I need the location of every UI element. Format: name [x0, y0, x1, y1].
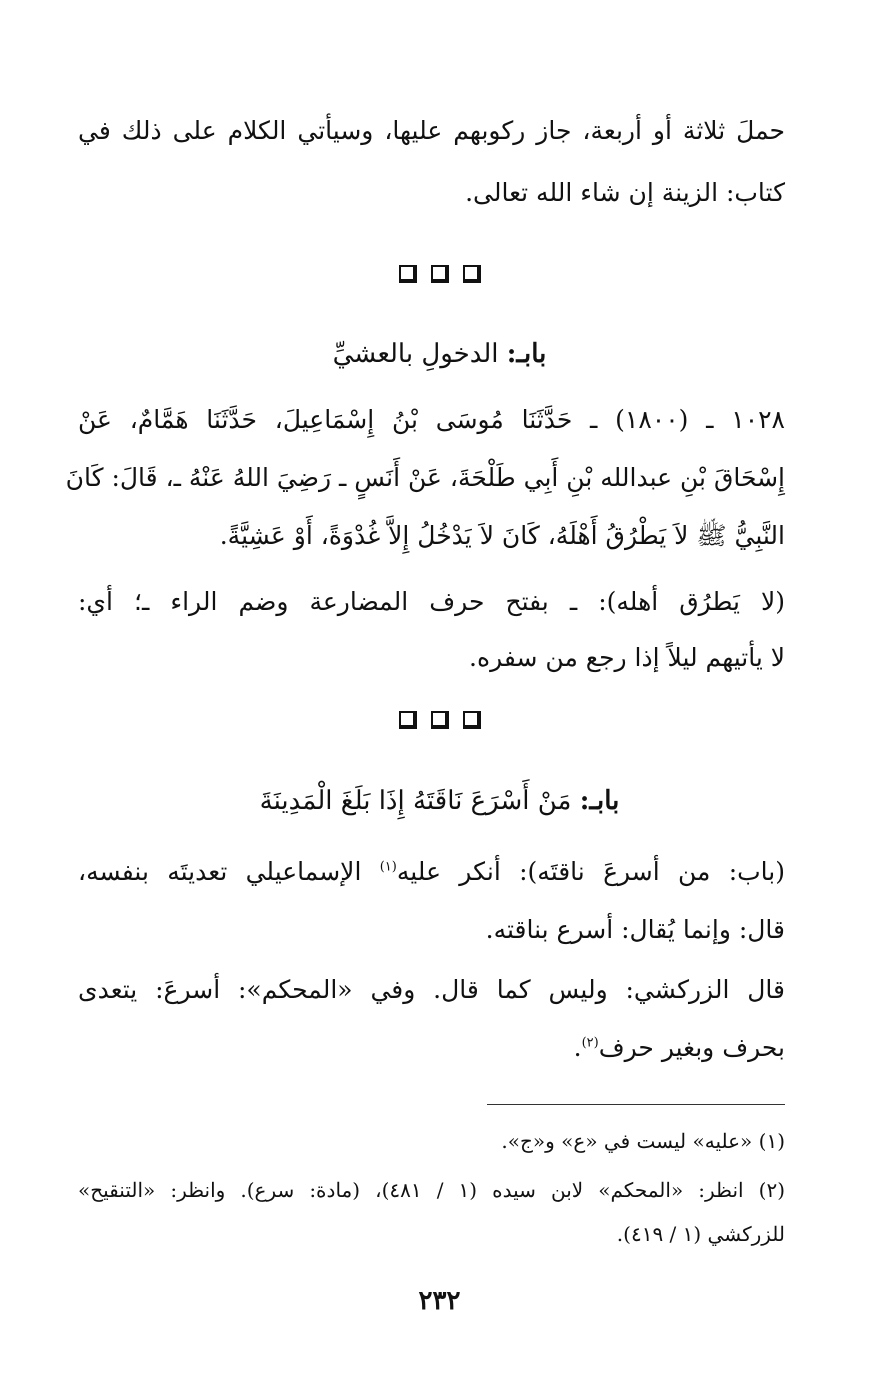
footnote-divider [487, 1104, 785, 1105]
hadith-line-3: النَّبِيُّ ﷺ لاَ يَطْرُقُ أَهْلَهُ، كَانَ لاَ يَدْخُلُ إِلاَّ غُدْوَةً، أَوْ عَشِيَّةً. [219, 521, 785, 550]
square-ornament-icon [463, 711, 481, 729]
text-run: (باب: من أسرعَ ناقتَه): أنكر عليه [396, 857, 786, 886]
hadith-line-2: إِسْحَاقَ بْنِ عبدالله بْنِ أَبِي طَلْحَةَ، عَنْ أَنَسٍ ـ رَضِيَ اللهُ عَنْهُ ـ، قَالَ: كَانَ [65, 463, 785, 492]
square-ornament-icon [431, 711, 449, 729]
footnote-2: (٢) انظر: «المحكم» لابن سيده (١ / ٤٨١)، (مادة: سرع). وانظر: «التنقيح» [78, 1178, 786, 1202]
square-ornament-icon [463, 265, 481, 283]
page-number: ٢٣٢ [418, 1286, 461, 1316]
paragraph-line [78, 852, 785, 892]
square-ornament-icon [431, 265, 449, 283]
footnote-ref[interactable]: (٢) [581, 1035, 599, 1051]
square-ornament-icon [399, 711, 417, 729]
footnote-ref[interactable]: (١) [379, 859, 397, 875]
chapter-heading-1 [0, 334, 879, 374]
footnote-1: (١) «عليه» ليست في «ع» و«ج». [501, 1129, 785, 1153]
intro-line-1: حملَ ثلاثة أو أربعة، جاز ركوبهم عليها، وسيأتي الكلام على ذلك في [78, 116, 785, 145]
square-ornament-icon [399, 265, 417, 283]
bab-label: بابـ: [579, 786, 620, 816]
chapter-heading-2 [0, 781, 879, 821]
section-separator [0, 711, 879, 729]
intro-line-2: كتاب: الزينة إن شاء الله تعالى. [465, 178, 785, 207]
commentary-line-2: لا يأتيهم ليلاً إذا رجع من سفره. [469, 643, 785, 672]
text-run: بحرف وبغير حرف [598, 1033, 785, 1062]
text-run: . [573, 1033, 582, 1062]
chapter-title: مَنْ أَسْرَعَ نَاقَتَهُ إِذَا بَلَغَ الْمَدِينَةَ [259, 786, 572, 816]
bab-label: بابـ: [506, 339, 547, 369]
text-run: الإسماعيلي تعديتَه بنفسه، [78, 857, 380, 886]
chapter-title: الدخولِ بالعشيِّ [332, 339, 499, 369]
section-separator [0, 265, 879, 283]
commentary-line-1: (لا يَطرُق أهله): ـ بفتح حرف المضارعة وضم الراء ـ؛ أي: [78, 587, 785, 616]
paragraph-line: قال: وإنما يُقال: أسرع بناقته. [485, 915, 785, 944]
paragraph-line: قال الزركشي: وليس كما قال. وفي «المحكم»: أسرعَ: يتعدى [78, 975, 785, 1004]
footnote-2-cont: للزركشي (١ / ٤١٩). [616, 1222, 785, 1246]
paragraph-line [78, 1028, 785, 1068]
hadith-line-1: ١٠٢٨ ـ (١٨٠٠) ـ حَدَّثَنَا مُوسَى بْنُ إِسْمَاعِيلَ، حَدَّثَنَا هَمَّامٌ، عَنْ [78, 405, 785, 434]
